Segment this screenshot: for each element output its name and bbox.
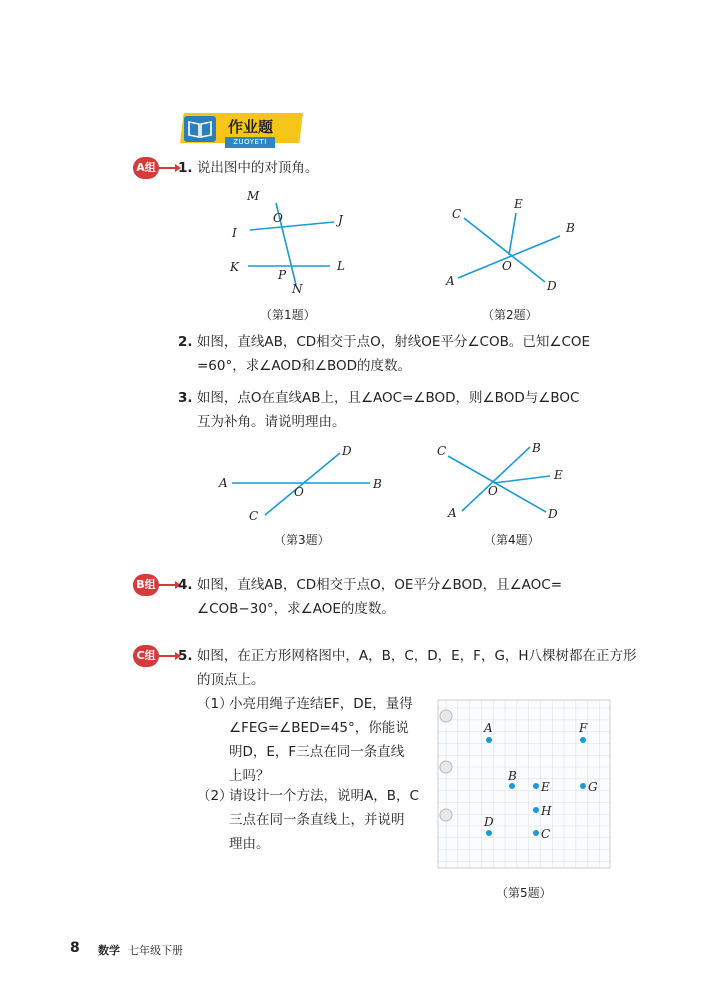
- label-o: O: [502, 259, 512, 273]
- label-o: O: [273, 211, 283, 225]
- section-title: 作业题: [228, 118, 274, 136]
- question-1: [178, 156, 318, 180]
- label-c: C: [437, 444, 447, 458]
- point-e: [533, 783, 539, 789]
- subquestion-2-label: （2）: [197, 788, 233, 804]
- label-h: H: [541, 804, 552, 818]
- label-b: B: [508, 769, 517, 783]
- label-o: O: [294, 485, 304, 499]
- label-d: D: [342, 444, 352, 458]
- point-h: [533, 807, 539, 813]
- group-a-badge: A组: [133, 157, 159, 179]
- label-a: A: [446, 274, 455, 288]
- group-b-badge: B组: [133, 574, 159, 596]
- question-2-line-2: =60°，求∠AOD和∠BOD的度数。: [197, 358, 412, 374]
- figure-4: [432, 438, 582, 523]
- line-cd: [265, 453, 340, 515]
- question-5-number: 5.: [178, 648, 193, 664]
- point-a: [486, 737, 492, 743]
- subquestion-2-line-1: 请设计一个方法，说明A，B，C: [229, 788, 419, 804]
- label-o: O: [488, 484, 498, 498]
- group-b-arrow: [157, 584, 177, 586]
- label-d: D: [484, 815, 494, 829]
- label-e: E: [541, 780, 550, 794]
- figure-1-caption: （第1题）: [260, 308, 316, 322]
- question-5-line-1: 如图，在正方形网格图中，A，B，C，D，E，F，G，H八棵树都在正方形: [196, 648, 637, 664]
- label-b: B: [566, 221, 575, 235]
- label-f: F: [579, 721, 588, 735]
- label-i: I: [232, 226, 237, 240]
- question-1-number: 1.: [178, 160, 193, 176]
- point-d: [486, 830, 492, 836]
- ray-oe: [494, 476, 550, 483]
- ray-oe: [509, 213, 516, 255]
- page-number: 8: [70, 940, 80, 956]
- book-icon: [184, 116, 216, 142]
- question-1-text: 说出图中的对顶角。: [196, 160, 319, 176]
- binder-hole-icon: [440, 761, 452, 773]
- subquestion-1-line-2: ∠FEG=∠BED=45°，你能说: [229, 720, 409, 736]
- label-a: A: [484, 721, 493, 735]
- question-2-line-1: 如图，直线AB，CD相交于点O，射线OE平分∠COB。已知∠COE: [196, 334, 591, 350]
- question-4-line-1: 如图，直线AB，CD相交于点O，OE平分∠BOD，且∠AOC=: [196, 577, 563, 593]
- subquestion-1-line-3: 明D，E，F三点在同一条直线: [229, 744, 405, 760]
- subquestion-1-line-4: 上吗？: [229, 768, 270, 784]
- subquestion-1-label: （1）: [197, 696, 233, 712]
- label-a: A: [219, 476, 228, 490]
- label-d: D: [547, 279, 557, 293]
- label-p: P: [278, 268, 287, 282]
- label-d: D: [548, 507, 558, 521]
- label-k: K: [230, 260, 239, 274]
- question-3-number: 3.: [178, 390, 193, 406]
- label-c: C: [249, 509, 259, 523]
- figure-4-caption: （第4题）: [484, 533, 540, 547]
- group-c-badge: C组: [133, 645, 159, 667]
- label-a: A: [448, 506, 457, 520]
- group-a-arrow: [157, 167, 177, 169]
- label-e: E: [554, 468, 563, 482]
- point-g: [580, 783, 586, 789]
- group-c-arrow: [157, 655, 177, 657]
- binder-hole-icon: [440, 710, 452, 722]
- question-4-number: 4.: [178, 577, 193, 593]
- section-subtitle: ZUOYETI: [225, 137, 275, 148]
- label-b: B: [532, 441, 541, 455]
- subquestion-1-line-1: 小亮用绳子连结EF，DE，量得: [229, 696, 413, 712]
- label-n: N: [292, 282, 303, 296]
- subquestion-2-line-3: 理由。: [229, 836, 270, 852]
- question-2-number: 2.: [178, 334, 193, 350]
- footer-subject: 数学: [98, 944, 120, 957]
- figure-3: [212, 440, 387, 525]
- footer-book-title: 七年级下册: [128, 944, 183, 957]
- label-j: J: [338, 213, 343, 227]
- question-3: [178, 386, 579, 410]
- binder-hole-icon: [440, 809, 452, 821]
- question-4: [178, 573, 562, 597]
- label-c: C: [452, 207, 462, 221]
- figure-2-caption: （第2题）: [482, 308, 538, 322]
- figure-5-grid: [434, 696, 614, 872]
- question-4-line-2: ∠COB−30°，求∠AOE的度数。: [197, 601, 395, 617]
- point-f: [580, 737, 586, 743]
- label-b: B: [373, 477, 382, 491]
- question-3-line-1: 如图，点O在直线AB上，且∠AOC=∠BOD，则∠BOD与∠BOC: [196, 390, 580, 406]
- subquestion-2-line-2: 三点在同一条直线上，并说明: [229, 812, 405, 828]
- label-l: L: [337, 259, 345, 273]
- label-e: E: [514, 197, 523, 211]
- question-5-line-2: 的顶点上。: [197, 672, 265, 688]
- question-5: [178, 644, 637, 668]
- line-ij: [250, 222, 334, 230]
- point-c: [533, 830, 539, 836]
- label-m: M: [247, 189, 260, 203]
- figure-5-caption: （第5题）: [496, 886, 552, 900]
- point-b: [509, 783, 515, 789]
- label-c: C: [541, 827, 551, 841]
- question-2: [178, 330, 590, 354]
- figure-2: [440, 195, 590, 300]
- question-3-line-2: 互为补角。请说明理由。: [197, 414, 346, 430]
- figure-3-caption: （第3题）: [274, 533, 330, 547]
- label-g: G: [588, 780, 598, 794]
- figure-1: [220, 185, 360, 300]
